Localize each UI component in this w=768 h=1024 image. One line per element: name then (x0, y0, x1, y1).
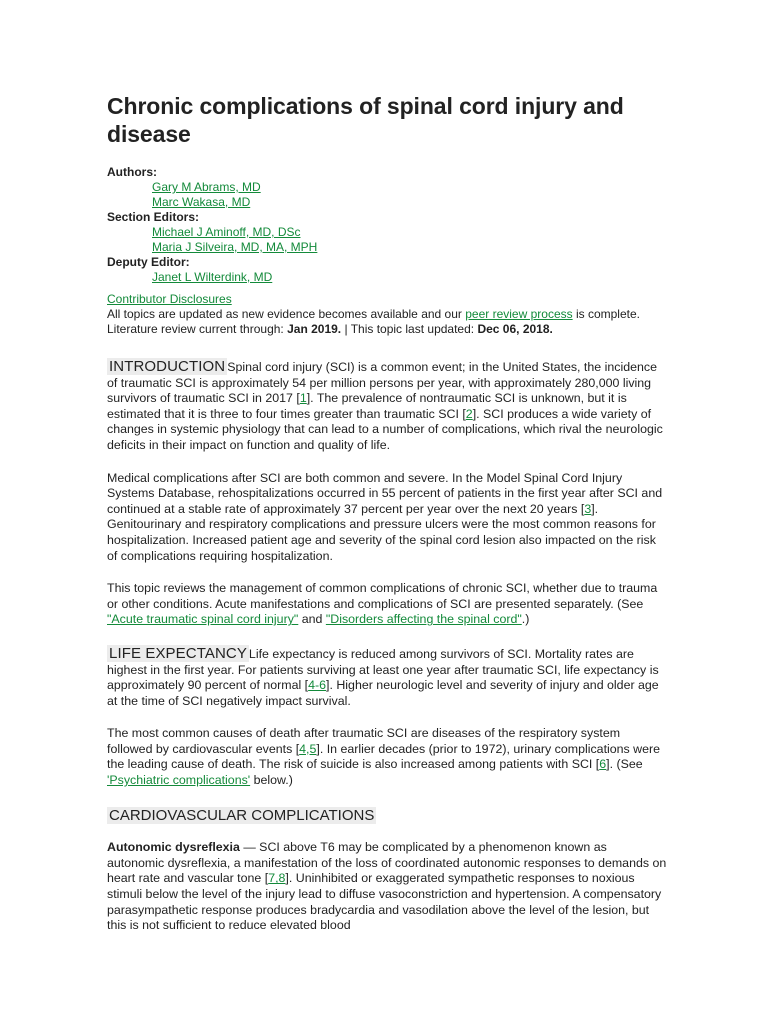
section-editor-link[interactable]: Michael J Aminoff, MD, DSc (152, 225, 301, 239)
reference-link[interactable]: 3 (584, 501, 592, 516)
spinal-cord-disorders-link[interactable]: "Disorders affecting the spinal cord" (325, 612, 522, 627)
reference-link[interactable]: 2 (465, 406, 473, 421)
lit-review-date: Jan 2019. (287, 322, 342, 336)
body-paragraph: Autonomic dysreflexia — SCI above T6 may be complicated by a phenomenon known as autonomic dysreflexia, a manifestation of the loss of coordinated autonomic responses to demands on heart rate and vascular tone [7,8]. Uninhibited or exaggerated sympathetic responses to noxious stimuli below the level of the injury lead to diffuse vasoconstriction and hypertension. A compensatory parasympathetic response produces bradycardia and vasodilation above the level of the lesion, but this is not sufficient to reduce elevated blood (107, 840, 667, 933)
section-heading-life-expectancy: LIFE EXPECTANCY (109, 644, 247, 662)
psychiatric-complications-link[interactable]: 'Psychiatric complications' (107, 773, 251, 788)
section-editors-label: Section Editors: (107, 210, 200, 224)
section-editor-link[interactable]: Maria J Silveira, MD, MA, MPH (152, 240, 318, 254)
page-title: Chronic complications of spinal cord injury and disease (107, 93, 624, 147)
acute-sci-link[interactable]: "Acute traumatic spinal cord injury" (107, 612, 299, 627)
deputy-editor-label: Deputy Editor: (107, 255, 190, 269)
reference-link[interactable]: 6 (599, 757, 607, 772)
reference-link[interactable]: 7,8 (268, 871, 286, 886)
reference-link[interactable]: 4,5 (299, 741, 317, 756)
section-heading-cardiovascular: CARDIOVASCULAR COMPLICATIONS (109, 806, 375, 824)
last-updated-date: Dec 06, 2018. (477, 322, 553, 336)
review-dates: Literature review current through: Jan 2019. | This topic last updated: Dec 06, 2018. (107, 322, 553, 336)
article (107, 92, 667, 934)
reference-link[interactable]: 4-6 (308, 678, 327, 693)
reference-link[interactable]: 1 (299, 391, 307, 406)
body-paragraph: This topic reviews the management of common complications of chronic SCI, whether due to trauma or other conditions. Acute manifestations and complications of SCI are presented separately. (See "Acute traumatic spinal cord injury" and "Disorders affecting the spinal cord".) (107, 581, 658, 627)
peer-review-link[interactable]: peer review process (465, 307, 573, 321)
term-autonomic-dysreflexia: Autonomic dysreflexia (107, 840, 240, 855)
update-notice: All topics are updated as new evidence becomes available and our peer review process is complete. (107, 307, 640, 321)
intro-paragraph: INTRODUCTION Spinal cord injury (SCI) is a common event; in the United States, the incidence of traumatic SCI is approximately 54 per million persons per year, with approximately 280,000 living survivors of traumatic SCI in 2017 [1]. The prevalence of nontraumatic SCI is unknown, but it is estimated that it is three to four times greater than traumatic SCI [2]. SCI produces a wide variety of changes in systemic physiology that can lead to a number of complications, which rival the neurologic deficits in their impact on function and quality of life. (107, 358, 663, 452)
life-expectancy-paragraph: LIFE EXPECTANCY Life expectancy is reduced among survivors of SCI. Mortality rates are highest in the first year. For patients surviving at least one year after traumatic SCI, life expectancy is approximately 90 percent of normal [4-6]. Higher neurologic level and severity of injury and older age at the time of SCI negatively impact survival. (107, 644, 659, 708)
authors-label: Authors: (107, 165, 157, 179)
body-paragraph: Medical complications after SCI are both common and severe. In the Model Spinal Cord Injury Systems Database, rehospitalizations occurred in 55 percent of patients in the first year after SCI and continued at a stable rate of approximately 37 percent per year over the next 20 years [3]. Genitourinary and respiratory complications and pressure ulcers were the most common reasons for hospitalization. Increased patient age and severity of the spinal cord lesion also impacted on the risk of complications requiring hospitalization. (107, 470, 663, 563)
article-meta (107, 165, 667, 285)
deputy-editor-link[interactable]: Janet L Wilterdink, MD (152, 270, 273, 284)
disclosures-block (107, 292, 667, 337)
body-paragraph: The most common causes of death after traumatic SCI are diseases of the respiratory system followed by cardiovascular events [4,5]. In earlier decades (prior to 1972), urinary complications were the leading cause of death. The risk of suicide is also increased among patients with SCI [6]. (See 'Psychiatric complications' below.) (107, 726, 661, 788)
section-heading-introduction: INTRODUCTION (109, 358, 226, 375)
author-link[interactable]: Marc Wakasa, MD (152, 195, 251, 209)
contributor-disclosures-link[interactable]: Contributor Disclosures (107, 292, 232, 306)
author-link[interactable]: Gary M Abrams, MD (152, 180, 261, 194)
